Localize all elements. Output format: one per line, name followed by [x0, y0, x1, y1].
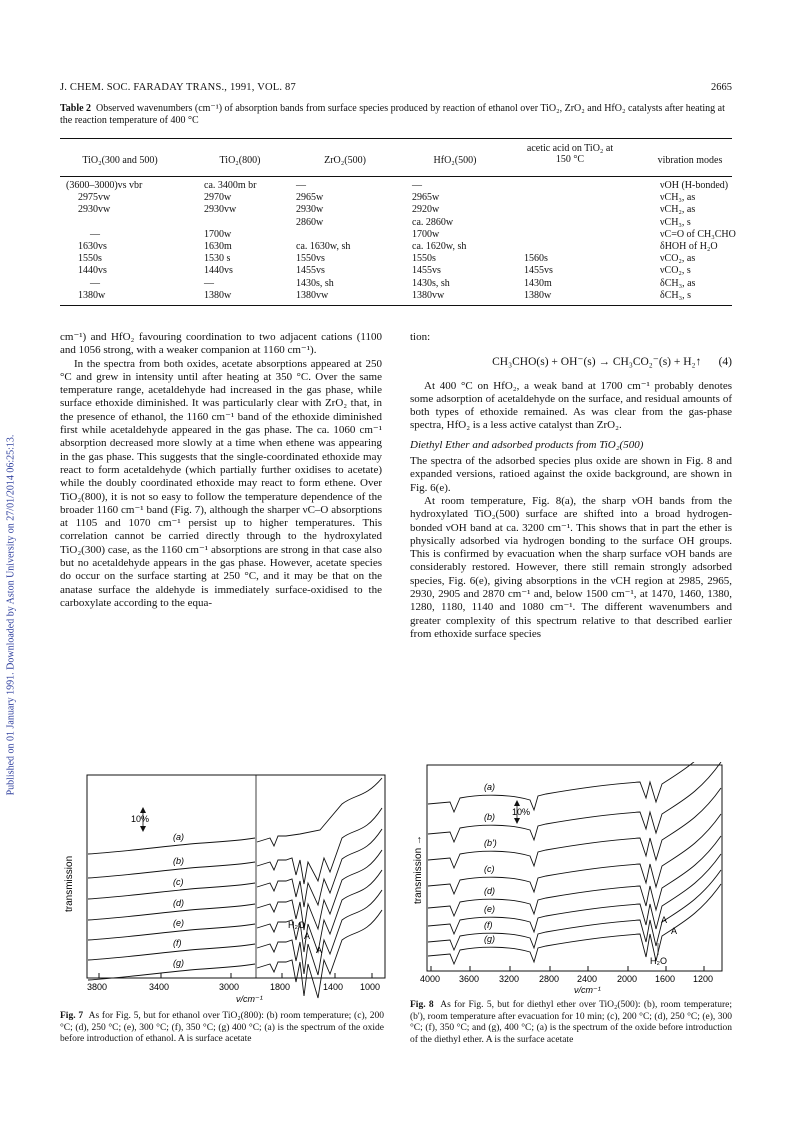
y-axis-label: transmission →	[413, 835, 424, 904]
x-axis-label: ν/cm⁻¹	[574, 985, 601, 995]
table-cell: 2860w	[296, 216, 324, 228]
trace-label: (f)	[173, 938, 182, 948]
trace-label: (b)	[173, 856, 184, 866]
table-cell: 1455vs	[412, 265, 441, 277]
scale-up-arrow	[514, 800, 520, 806]
table-cell: 1455vs	[296, 265, 325, 277]
x-tick-label: 3000	[219, 982, 240, 992]
scale-down-arrow	[514, 818, 520, 824]
table-column-header: vibration modes	[657, 155, 723, 166]
spectrum-trace	[88, 850, 382, 930]
table-cell: ca. 3400m br	[204, 180, 257, 191]
annotation-h2o: H₂O	[288, 920, 305, 930]
table-cell: 2965w	[412, 192, 440, 204]
table-bottom-rule	[60, 305, 732, 306]
trace-label: (a)	[484, 782, 495, 792]
paragraph: In the spectra from both oxides, acetate absorptions appeared at 250 °C and grew in intensity until after heating at 350 °C. Over the same temperature range, acetaldehyde had increased in the gas phase, while surface ethoxide diminished. It was particularly clear with ZrO₂ that, in the presence of ethanol, the 1160 cm⁻¹ band of the ethoxide diminished first while acetaldehyde appeared in the gas phase. The ca. 1060 cm⁻¹ absorption decreased more slowly at a time when ethene was appearing in the gas phase. This suggests that the single-coordinated ethoxide may react to form acetaldehyde (which partially further oxidises to acetate) while the doubly coordinated ethoxide may react to form ethene. Over TiO₂(800), it is not so easy to follow the temperature dependence of the broader 1160 cm⁻¹ band (Fig. 7), although the sharper νC–O absorptions at 1105 and 1070 cm⁻¹ persist up to higher temperatures. This correlation cannot be carried directly through to the hydroxylated TiO₂(300) case, as the 1160 cm⁻¹ absorptions are strong in that case also but no acetaldehyde appears in the gas phase. However, acetate species do occur on the surface starting at 250 °C, and it may be that on the anatase surface the aldehyde is immediately surface-oxidised to the carboxylate according to the equa-	[60, 357, 382, 609]
paragraph: At room temperature, Fig. 8(a), the sharp νOH bands from the hydroxylated TiO₂(500) surface are shifted into a broad hydrogen-bonded νOH band at ca. 3200 cm⁻¹. This shows that in part the ether is physically adsorbed via hydrogen bonding to the surface OH groups. This is confirmed by evacuation when the sharp surface νOH bands are considerably restored. However, there still remain strongly adsorbed species, Fig. 6(e), giving absorptions in the νCH region at 2985, 2965, 2930, 2905 and 2870 cm⁻¹ and, below 1500 cm⁻¹, at 1470, 1460, 1380, 1280, 1180, 1140 and 1080 cm⁻¹. The different wavenumbers and greater complexity of this spectrum relative to that described earlier from ethoxide surface species	[410, 494, 732, 640]
table-column-header: TiO₂(300 and 500)	[82, 155, 158, 166]
trace-label: (c)	[173, 877, 184, 887]
caption-text: As for Fig. 5, but for diethyl ether over TiO₂(500): (b), room temperature; (b'), room temperature after evacuation for 10 min; (c), 200 °C; (d), 250 °C; (e), 300 °C; (f), 350 °C; and (g), 400 °C; (a) is the spectrum of the oxide before introduction of the diethyl ether. A is the surface acetate	[410, 1000, 732, 1045]
figure-label: Fig. 7	[60, 1011, 84, 1021]
figure-7-caption	[60, 1011, 384, 1046]
table-column-header: TiO₂(800)	[219, 155, 261, 166]
x-tick-label: 1800	[270, 982, 291, 992]
table-cell: νOH (H-bonded)	[660, 180, 729, 191]
table-cell: 1560s	[524, 253, 548, 265]
table-column-header: acetic acid on TiO₂ at 150 °C	[526, 143, 614, 165]
scale-up-arrow	[140, 807, 146, 813]
table-cell: 1630m	[204, 241, 232, 252]
table-cell: (3600–3000)vs vbr	[66, 180, 143, 191]
right-column	[410, 331, 732, 641]
trace-label: (g)	[173, 958, 184, 968]
table-cell: 2930vw	[78, 204, 111, 216]
table-cell: 1430s, sh	[412, 277, 450, 289]
table-cell: 1430s, sh	[296, 277, 334, 289]
table-cell: 1380w	[204, 289, 232, 301]
spectrum-trace	[88, 870, 382, 952]
table-cell: 1550vs	[296, 253, 325, 265]
table-column-header: ZrO₂(500)	[324, 155, 366, 166]
table-cell: 1455vs	[524, 265, 553, 277]
table-cell: νCH₃, s	[660, 216, 691, 228]
table-cell: ca. 1620w, sh	[412, 241, 467, 252]
annotation-acetate: A	[671, 926, 678, 936]
annotation-acetate: A	[304, 931, 311, 941]
trace-label: (g)	[484, 934, 495, 944]
table-cell: ca. 1630w, sh	[296, 241, 351, 252]
table-cell: 1630vs	[78, 241, 107, 252]
table-label: Table 2	[60, 103, 92, 114]
fig7-traces	[88, 778, 382, 998]
equation-number: (4)	[718, 356, 732, 369]
table-cell: δCH₃, s	[660, 289, 691, 301]
table-cell: —	[412, 180, 422, 191]
fig8-traces	[428, 762, 721, 964]
table-cell: ca. 2860w	[412, 216, 454, 228]
x-tick-label: 3200	[499, 974, 520, 984]
table-cell: 2970w	[204, 192, 232, 204]
table-cell: —	[204, 277, 214, 289]
x-tick-label: 2400	[577, 974, 598, 984]
x-tick-label: 3600	[459, 974, 480, 984]
paragraph: tion:	[410, 331, 431, 343]
scale-label: 10%	[512, 807, 531, 817]
trace-label: (d)	[173, 898, 184, 908]
x-tick-label: 1000	[360, 982, 381, 992]
table-cell: 1430m	[524, 277, 552, 289]
table-cell: νCH₃, as	[660, 192, 696, 204]
annotation-acetate: A	[661, 915, 668, 925]
table-header-rule	[60, 176, 732, 177]
table-cell: 2930w	[296, 204, 324, 216]
y-axis-label: transmission	[64, 855, 75, 912]
x-tick-label: 2800	[539, 974, 560, 984]
table-cell: 1530 s	[204, 253, 231, 265]
table-column-header: HfO₂(500)	[433, 155, 477, 166]
equation-4	[410, 356, 732, 369]
x-tick-label: 4000	[420, 974, 441, 984]
table-cell: 1550s	[412, 253, 436, 265]
table-cell: 1440vs	[78, 265, 107, 277]
annotation-h2o: H₂O	[650, 956, 667, 966]
caption-text: As for Fig. 5, but for ethanol over TiO₂(800): (b) room temperature; (c), 200 °C; (d), 250 °C; (e), 300 °C; (f), 350 °C; (g) 400 °C; (a) is the spectrum of the oxide before introduction of ethanol. A is surface acetate	[60, 1011, 384, 1044]
x-tick-label: 1200	[693, 974, 714, 984]
table-caption	[60, 103, 732, 127]
table-cell: δHOH of H₂O	[660, 241, 718, 252]
table-cell: 2965w	[296, 192, 324, 204]
table-cell: 2930vw	[204, 204, 237, 216]
annotation-acetate: A	[316, 945, 323, 955]
table-cell: 1380vw	[412, 289, 445, 301]
scale-down-arrow	[140, 826, 146, 832]
spectrum-trace	[88, 890, 382, 975]
x-tick-label: 2000	[617, 974, 638, 984]
paragraph: cm⁻¹) and HfO₂ favouring coordination to two adjacent cations (1100 and 1056 strong, with a weaker companion at 1160 cm⁻¹).	[60, 331, 382, 357]
spectrum-trace	[428, 836, 721, 916]
equation: CH₃CHO(s) + OH⁻(s) → CH₃CO₂⁻(s) + H₂↑	[492, 356, 702, 369]
table-cell: δCH₃, as	[660, 277, 696, 289]
table-cell: νC=O of CH₃CHO	[660, 228, 736, 240]
paragraph: The spectra of the adsorbed species plus oxide are shown in Fig. 8 and expanded versions, ratioed against the oxide background, are shown in Fig. 6(e).	[410, 455, 732, 494]
scale-label: 10%	[131, 814, 150, 824]
trace-label: (b)	[484, 812, 495, 822]
spectrum-trace	[428, 854, 721, 934]
table-cell: 2920w	[412, 204, 440, 216]
download-watermark	[2, 190, 20, 1040]
spectrum-trace	[428, 870, 721, 950]
x-axis-ticks	[420, 966, 713, 984]
download-note: Published on 01 January 1991. Downloaded by Aston University on 27/01/2014 06:25:13.	[5, 434, 17, 796]
trace-label: (a)	[173, 832, 184, 842]
figure-7	[60, 772, 396, 1006]
x-axis-label: ν/cm⁻¹	[236, 994, 263, 1004]
trace-label: (e)	[173, 918, 184, 928]
table-cell: 1700w	[412, 228, 440, 240]
table-cell: 1380w	[78, 289, 106, 301]
table-cell: νCH₂, as	[660, 204, 696, 216]
table-caption-text: Observed wavenumbers (cm⁻¹) of absorption bands from surface species produced by reaction of ethanol over TiO₂, ZrO₂ and HfO₂ catalysts after heating at the reaction temperature of 400 °C	[60, 103, 725, 126]
table-top-rule	[60, 138, 732, 139]
table-cell: 1440vs	[204, 265, 233, 277]
trace-label: (b')	[484, 838, 497, 848]
section-subheading: Diethyl Ether and adsorbed products from TiO₂(500)	[410, 438, 644, 451]
x-tick-label: 3400	[149, 982, 170, 992]
table-cell: —	[296, 180, 306, 191]
trace-label: (c)	[484, 864, 495, 874]
figure-label: Fig. 8	[410, 1000, 434, 1010]
x-tick-label: 3800	[87, 982, 108, 992]
table-cell: 2975vw	[78, 192, 111, 204]
trace-label: (d)	[484, 886, 495, 896]
table-cell: 1550s	[78, 253, 102, 265]
x-tick-label: 1600	[655, 974, 676, 984]
running-header: J. CHEM. SOC. FARADAY TRANS., 1991, VOL. 87	[60, 82, 296, 93]
table-cell: —	[90, 228, 100, 240]
table-cell: —	[90, 277, 100, 289]
table-cell: νCO₂, s	[660, 265, 691, 277]
trace-label: (e)	[484, 904, 495, 914]
left-column	[60, 331, 382, 610]
trace-label: (f)	[484, 920, 493, 930]
table-cell: 1700w	[204, 228, 232, 240]
x-tick-label: 1400	[323, 982, 344, 992]
table-cell: νCO₂, as	[660, 253, 696, 265]
page-number: 2665	[711, 82, 732, 93]
table-cell: 1380vw	[296, 289, 329, 301]
figure-8-caption	[410, 1000, 732, 1046]
table-cell: 1380w	[524, 289, 552, 301]
figure-8	[410, 762, 732, 996]
paragraph: At 400 °C on HfO₂, a weak band at 1700 cm⁻¹ probably denotes some adsorption of acetaldehyde on the surface, and residual amounts of both types of ethoxide remained. As was clear from the gas-phase spectra, HfO₂ is a less active catalyst than ZrO₂.	[410, 379, 732, 432]
